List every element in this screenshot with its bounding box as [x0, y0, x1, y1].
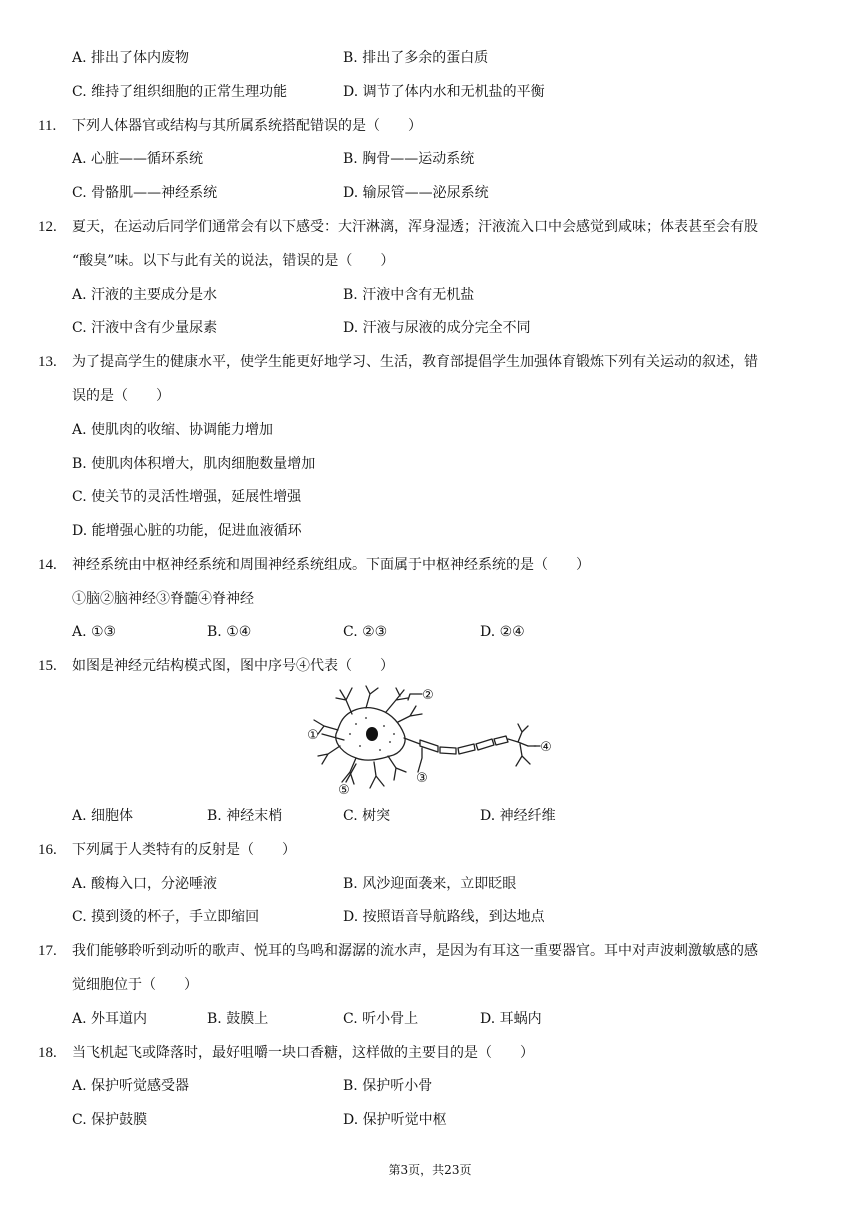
- q18-option-a: A. 保护听觉感受器: [72, 1078, 190, 1094]
- q14-option-b: B. ①④: [207, 624, 252, 640]
- q12-option-b: B. 汗液中含有无机盐: [343, 287, 475, 303]
- q15-number: 15.: [38, 658, 57, 674]
- q10-option-a: A. 排出了体内废物: [72, 50, 190, 66]
- q10-option-d: D. 调节了体内水和无机盐的平衡: [343, 84, 545, 100]
- q14-option-d: D. ②④: [480, 624, 525, 640]
- q17-option-d: D. 耳蜗内: [480, 1011, 542, 1027]
- q15-stem: 如图是神经元结构模式图，图中序号④代表（ ）: [72, 658, 394, 674]
- q12-option-d: D. 汗液与尿液的成分完全不同: [343, 320, 531, 336]
- nucleus-shape: [366, 727, 378, 741]
- q14-number: 14.: [38, 557, 57, 573]
- q14-stem: 神经系统由中枢神经系统和周围神经系统组成。下面属于中枢神经系统的是（ ）: [72, 557, 590, 573]
- q11-option-d: D. 输尿管——泌尿系统: [343, 185, 489, 201]
- q13-stem-line1: 为了提高学生的健康水平，使学生能更好地学习、生活，教育部提倡学生加强体育锻炼下列有关运动的叙述，错: [72, 354, 758, 370]
- q16-option-a: A. 酸梅入口，分泌唾液: [72, 876, 218, 892]
- q11-option-c: C. 骨骼肌——神经系统: [72, 185, 218, 201]
- q18-option-b: B. 保护听小骨: [343, 1078, 433, 1094]
- q13-number: 13.: [38, 354, 57, 370]
- q11-stem: 下列人体器官或结构与其所属系统搭配错误的是（ ）: [72, 118, 422, 134]
- q17-stem-line1: 我们能够聆听到动听的歌声、悦耳的鸟鸣和潺潺的流水声，是因为有耳这一重要器官。耳中对声波刺激敏感的感: [72, 943, 758, 959]
- q11-option-a: A. 心脏——循环系统: [72, 151, 204, 167]
- page-footer: 第3页，共23页: [388, 1163, 472, 1177]
- q17-option-a: A. 外耳道内: [72, 1011, 148, 1027]
- q13-stem-line2: 误的是（ ）: [72, 388, 170, 404]
- q13-option-a: A. 使肌肉的收缩、协调能力增加: [72, 422, 274, 438]
- q12-number: 12.: [38, 219, 57, 235]
- q18-stem: 当飞机起飞或降落时，最好咀嚼一块口香糖，这样做的主要目的是（ ）: [72, 1045, 534, 1061]
- q17-option-b: B. 鼓膜上: [207, 1011, 269, 1027]
- neuron-label-2: ②: [422, 688, 434, 703]
- q13-option-d: D. 能增强心脏的功能，促进血液循环: [72, 523, 302, 539]
- q12-option-a: A. 汗液的主要成分是水: [72, 287, 218, 303]
- q16-option-b: B. 风沙迎面袭来，立即眨眼: [343, 876, 517, 892]
- q14-option-a: A. ①③: [72, 624, 117, 640]
- q17-option-c: C. 听小骨上: [343, 1011, 419, 1027]
- neuron-label-3: ③: [416, 771, 428, 786]
- q15-option-a: A. 细胞体: [72, 808, 134, 824]
- q18-option-d: D. 保护听觉中枢: [343, 1112, 447, 1128]
- q17-stem-line2: 觉细胞位于（ ）: [72, 977, 198, 993]
- q16-number: 16.: [38, 842, 57, 858]
- q11-number: 11.: [38, 118, 57, 134]
- q15-option-b: B. 神经末梢: [207, 808, 283, 824]
- q17-number: 17.: [38, 943, 57, 959]
- q14-items: ①脑②脑神经③脊髓④脊神经: [72, 591, 254, 607]
- neuron-diagram: [300, 684, 560, 800]
- q15-option-d: D. 神经纤维: [480, 808, 556, 824]
- q15-option-c: C. 树突: [343, 808, 391, 824]
- q16-option-c: C. 摸到烫的杯子，手立即缩回: [72, 909, 260, 925]
- q14-option-c: C. ②③: [343, 624, 388, 640]
- q10-option-b: B. 排出了多余的蛋白质: [343, 50, 489, 66]
- q13-option-b: B. 使肌肉体积增大，肌肉细胞数量增加: [72, 456, 316, 472]
- q18-option-c: C. 保护鼓膜: [72, 1112, 148, 1128]
- q12-option-c: C. 汗液中含有少量尿素: [72, 320, 218, 336]
- q12-stem-line1: 夏天，在运动后同学们通常会有以下感受：大汗淋漓，浑身湿透；汗液流入口中会感觉到咸味；体表甚至会有股: [72, 219, 758, 235]
- neuron-label-1: ①: [307, 728, 319, 743]
- q12-stem-line2: “酸臭”味。以下与此有关的说法，错误的是（ ）: [72, 253, 395, 269]
- q16-stem: 下列属于人类特有的反射是（ ）: [72, 842, 296, 858]
- q10-option-c: C. 维持了组织细胞的正常生理功能: [72, 84, 288, 100]
- q16-option-d: D. 按照语音导航路线，到达地点: [343, 909, 545, 925]
- q18-number: 18.: [38, 1045, 57, 1061]
- neuron-label-4: ④: [540, 740, 552, 755]
- q11-option-b: B. 胸骨——运动系统: [343, 151, 475, 167]
- neuron-label-5: ⑤: [338, 783, 350, 798]
- q13-option-c: C. 使关节的灵活性增强，延展性增强: [72, 489, 302, 505]
